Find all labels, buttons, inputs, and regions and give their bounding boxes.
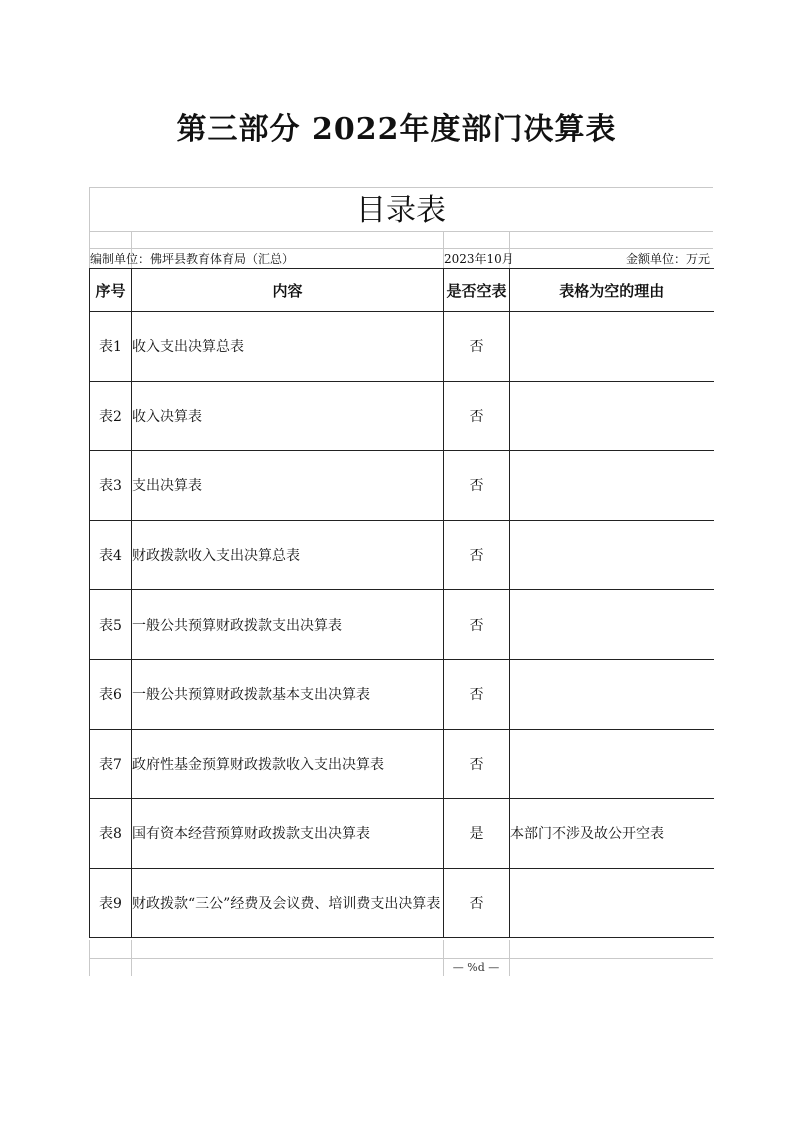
row-no: 表4 (90, 520, 132, 590)
row-no: 表7 (90, 729, 132, 799)
row-is-empty: 否 (444, 729, 510, 799)
gridline (509, 940, 510, 976)
header-reason: 表格为空的理由 (510, 269, 714, 312)
row-no: 表3 (90, 451, 132, 521)
catalog-table (89, 268, 714, 938)
row-name: 支出决算表 (132, 451, 444, 521)
row-name: 财政拨款“三公”经费及会议费、培训费支出决算表 (132, 868, 444, 938)
row-name: 一般公共预算财政拨款基本支出决算表 (132, 659, 444, 729)
row-name: 收入支出决算总表 (132, 312, 444, 382)
row-no: 表6 (90, 659, 132, 729)
row-reason (510, 868, 714, 938)
table-row (90, 451, 714, 521)
table-row (90, 729, 714, 799)
table-row (90, 520, 714, 590)
table-row (90, 659, 714, 729)
row-name: 财政拨款收入支出决算总表 (132, 520, 444, 590)
row-name: 收入决算表 (132, 381, 444, 451)
gridline (89, 940, 90, 976)
report-date: 2023年10月 (444, 252, 514, 266)
row-is-empty: 否 (444, 451, 510, 521)
row-no: 表1 (90, 312, 132, 382)
row-reason (510, 590, 714, 660)
header-no: 序号 (90, 269, 132, 312)
row-reason: 本部门不涉及故公开空表 (510, 799, 714, 869)
gridline (89, 248, 713, 249)
row-is-empty: 是 (444, 799, 510, 869)
sheet-title: 目录表 (356, 193, 446, 228)
row-is-empty: 否 (444, 381, 510, 451)
row-is-empty: 否 (444, 590, 510, 660)
amount-unit: 金额单位：万元 (625, 252, 710, 266)
row-reason (510, 520, 714, 590)
table-row (90, 868, 714, 938)
row-name: 政府性基金预算财政拨款收入支出决算表 (132, 729, 444, 799)
row-name: 国有资本经营预算财政拨款支出决算表 (132, 799, 444, 869)
row-no: 表8 (90, 799, 132, 869)
table-row (90, 799, 714, 869)
gridline (131, 940, 132, 976)
row-no: 表5 (90, 590, 132, 660)
gridline (89, 958, 713, 959)
header-content: 内容 (132, 269, 444, 312)
row-reason (510, 729, 714, 799)
row-reason (510, 312, 714, 382)
row-is-empty: 否 (444, 868, 510, 938)
row-reason (510, 659, 714, 729)
table-row (90, 381, 714, 451)
page-title: 第三部分 2022年度部门决算表 (176, 112, 617, 147)
row-no: 表9 (90, 868, 132, 938)
row-is-empty: 否 (444, 520, 510, 590)
header-row (90, 269, 714, 312)
row-reason (510, 381, 714, 451)
table-row (90, 590, 714, 660)
compiling-unit: 编制单位：佛坪县教育体育局（汇总） (90, 252, 295, 266)
row-name: 一般公共预算财政拨款支出决算表 (132, 590, 444, 660)
page-number-mark: — %d — (452, 961, 500, 974)
row-is-empty: 否 (444, 312, 510, 382)
row-no: 表2 (90, 381, 132, 451)
row-is-empty: 否 (444, 659, 510, 729)
table-row (90, 312, 714, 382)
gridline (89, 187, 713, 188)
row-reason (510, 451, 714, 521)
header-is-empty: 是否空表 (444, 269, 510, 312)
